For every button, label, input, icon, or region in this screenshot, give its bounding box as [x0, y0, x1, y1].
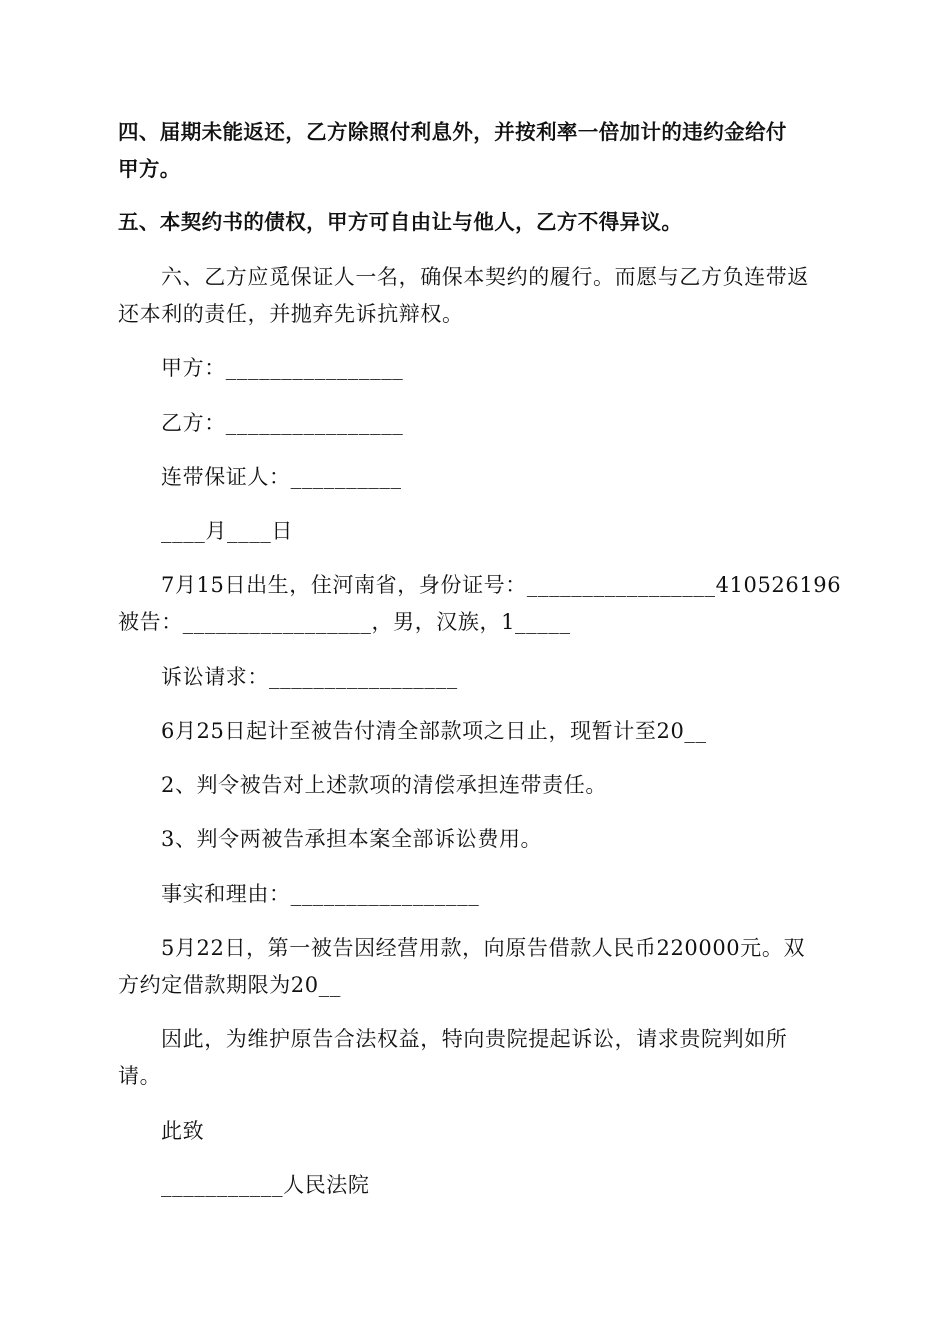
claim-three: 3、判令两被告承担本案全部诉讼费用。 — [161, 827, 543, 851]
birth-line: 7月15日出生，住河南省，身份证号：_________________410526196 — [161, 573, 842, 597]
clause-five: 五、本契约书的债权，甲方可自由让与他人，乙方不得异议。 — [118, 210, 683, 234]
clause-six-line-2: 还本利的责任，并抛弃先诉抗辩权。 — [118, 302, 464, 326]
conclusion-line-1: 因此，为维护原告合法权益，特向贵院提起诉讼，请求贵院判如所 — [161, 1027, 788, 1051]
guarantor-signature: 连带保证人：__________ — [161, 465, 402, 489]
clause-six-line-1: 六、乙方应觅保证人一名，确保本契约的履行。而愿与乙方负连带返 — [161, 265, 809, 289]
claim-two: 2、判令被告对上述款项的清偿承担连带责任。 — [161, 773, 607, 797]
salutation: 此致 — [161, 1119, 205, 1143]
clause-four-line-2: 甲方。 — [118, 157, 181, 181]
signature-date: ____月____日 — [161, 519, 293, 543]
conclusion-line-2: 请。 — [118, 1064, 162, 1088]
court-name: ___________人民法院 — [161, 1173, 370, 1197]
facts-line-2: 方约定借款期限为20__ — [118, 973, 341, 997]
facts-line-1: 5月22日，第一被告因经营用款，向原告借款人民币220000元。双 — [161, 936, 806, 960]
claim-one: 6月25日起计至被告付清全部款项之日止，现暂计至20__ — [161, 719, 707, 743]
party-b-signature: 乙方：________________ — [161, 411, 404, 435]
claims-label: 诉讼请求：_________________ — [161, 665, 458, 689]
facts-label: 事实和理由：_________________ — [161, 882, 480, 906]
defendant-line: 被告：_________________，男，汉族，1_____ — [118, 610, 571, 634]
party-a-signature: 甲方：________________ — [161, 356, 404, 380]
clause-four-line-1: 四、届期未能返还，乙方除照付利息外，并按利率一倍加计的违约金给付 — [118, 120, 787, 144]
